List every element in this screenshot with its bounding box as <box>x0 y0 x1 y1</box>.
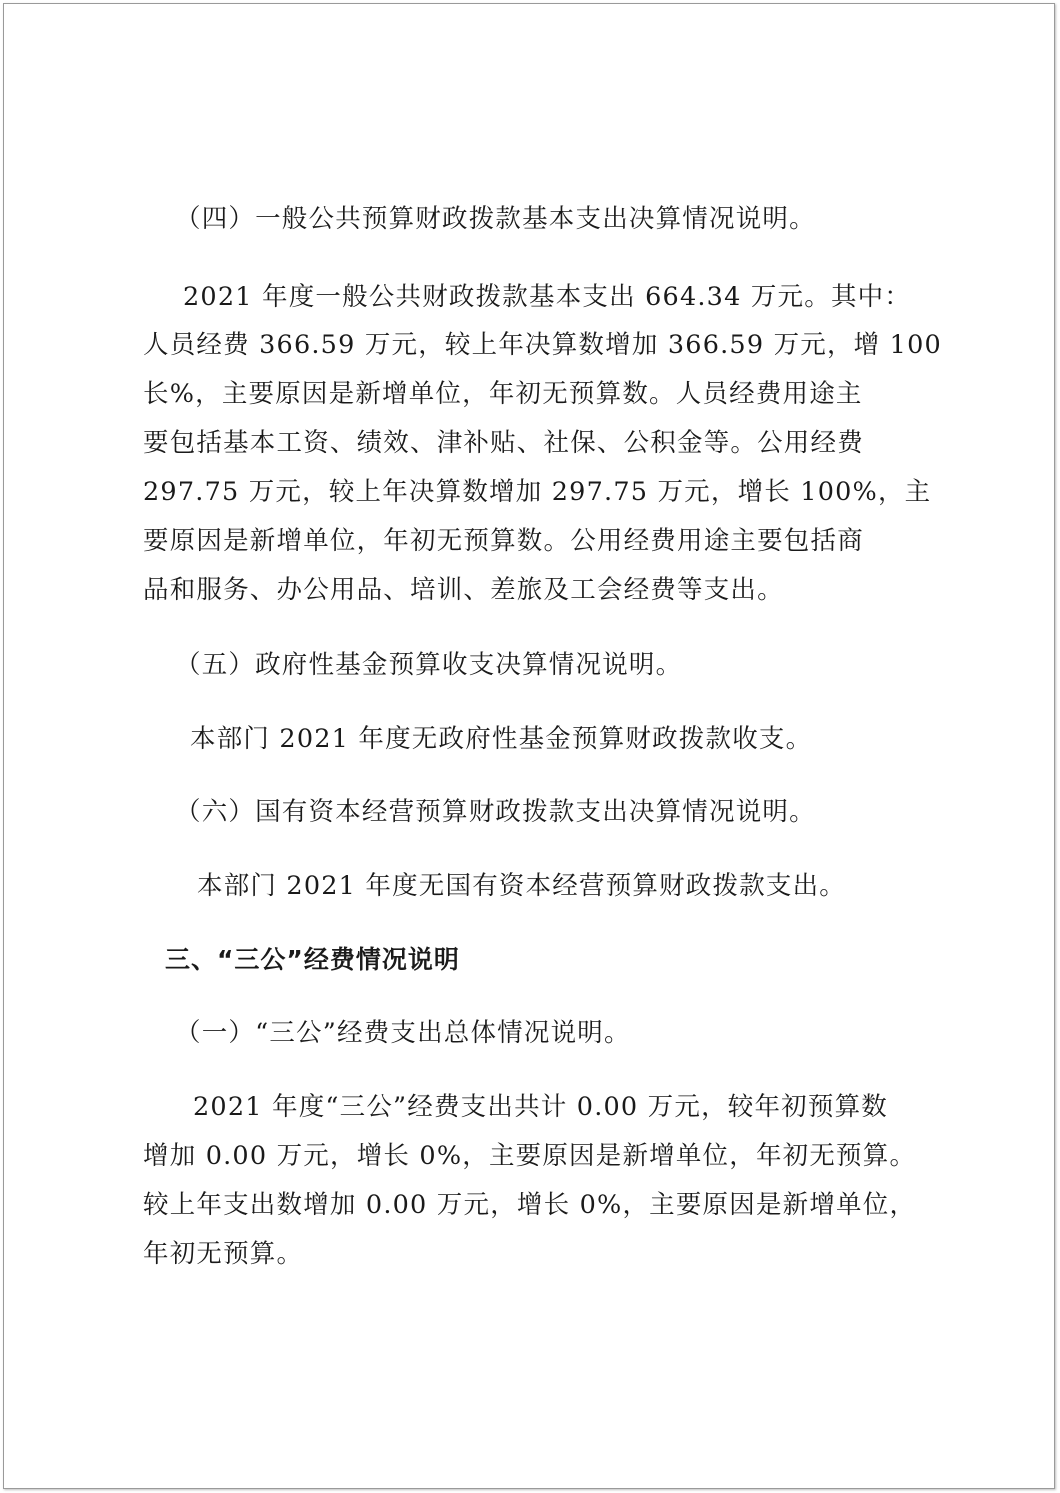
section4-body-line-5: 297.75 万元，较上年决算数增加 297.75 万元，增长 100%，主 <box>143 477 932 507</box>
section4-body-line-1: 2021 年度一般公共财政拨款基本支出 664.34 万元。其中： <box>183 282 912 312</box>
section4-body-line-4: 要包括基本工资、绩效、津补贴、社保、公积金等。公用经费 <box>143 428 864 458</box>
section4-body-line-3: 长%，主要原因是新增单位，年初无预算数。人员经费用途主 <box>143 379 863 409</box>
section4-body-line-7: 品和服务、办公用品、培训、差旅及工会经费等支出。 <box>143 575 784 605</box>
part3-heading: 三、“三公”经费情况说明 <box>165 945 460 974</box>
part3-sub1-body-line-3: 较上年支出数增加 0.00 万元，增长 0%，主要原因是新增单位， <box>143 1190 917 1220</box>
section4-heading: （四）一般公共预算财政拨款基本支出决算情况说明。 <box>175 204 816 234</box>
section5-heading: （五）政府性基金预算收支决算情况说明。 <box>175 650 683 680</box>
part3-sub1-body-line-1: 2021 年度“三公”经费支出共计 0.00 万元，较年初预算数 <box>193 1092 888 1122</box>
part3-sub1-heading: （一）“三公”经费支出总体情况说明。 <box>175 1018 631 1048</box>
part3-sub1-body-line-4: 年初无预算。 <box>143 1239 304 1269</box>
section4-body-line-2: 人员经费 366.59 万元，较上年决算数增加 366.59 万元，增 100 <box>143 330 942 360</box>
section6-heading: （六）国有资本经营预算财政拨款支出决算情况说明。 <box>175 797 816 827</box>
section4-body-line-6: 要原因是新增单位，年初无预算数。公用经费用途主要包括商 <box>143 526 864 556</box>
section5-body: 本部门 2021 年度无政府性基金预算财政拨款收支。 <box>190 724 813 754</box>
section6-body: 本部门 2021 年度无国有资本经营预算财政拨款支出。 <box>197 871 847 901</box>
part3-sub1-body-line-2: 增加 0.00 万元，增长 0%，主要原因是新增单位，年初无预算。 <box>143 1141 917 1171</box>
